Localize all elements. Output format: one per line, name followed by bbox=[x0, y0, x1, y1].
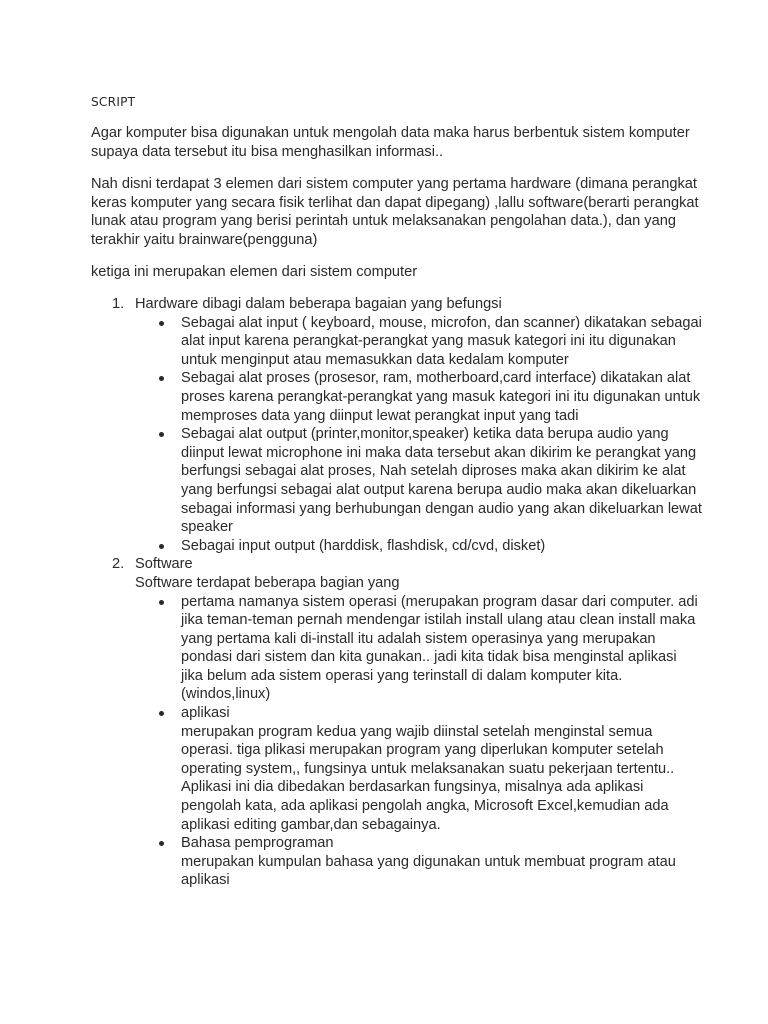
section-title: Hardware dibagi dalam beberapa bagaian yang befungsi bbox=[135, 296, 502, 312]
bullet-item bbox=[135, 425, 702, 537]
bullet-icon bbox=[159, 321, 164, 326]
text-line: aplikasi editing gambar,dan sebagainya. bbox=[181, 816, 441, 833]
text-line: sebagai informasi yang berhubungan dengan audio yang akan dikeluarkan lewat bbox=[181, 500, 702, 517]
paragraph-summary bbox=[91, 263, 691, 282]
text-line: yang berfungsi sebagai alat output karena berupa audio maka akan dikeluarkan bbox=[181, 481, 697, 498]
bullet-item bbox=[135, 369, 701, 425]
text-line: Sebagai alat proses (prosesor, ram, motherboard,card interface) dikatakan alat bbox=[181, 370, 691, 387]
text-line: Sebagai alat input ( keyboard, mouse, microfon, dan scanner) dikatakan sebagai bbox=[181, 314, 702, 331]
text-line: aplikasi bbox=[181, 872, 230, 889]
text-line: ketiga ini merupakan elemen dari sistem computer bbox=[91, 264, 418, 280]
bullet-item bbox=[135, 704, 691, 834]
page-heading: SCRIPT bbox=[91, 95, 136, 109]
text-line: (windos,linux) bbox=[181, 686, 271, 703]
bullet-list bbox=[135, 314, 702, 556]
bullet-list bbox=[135, 593, 698, 891]
list-number: 1. bbox=[112, 296, 125, 312]
text-line: alat input karena perangkat-perangkat yang masuk kategori ini itu digunakan bbox=[181, 333, 676, 350]
text-line: Agar komputer bisa digunakan untuk mengolah data maka harus berbentuk sistem komputer bbox=[91, 125, 690, 141]
text-line: jika teman-teman pernah mendengar istilah install ulang atau clean install maka bbox=[181, 612, 696, 629]
bullet-icon bbox=[159, 544, 164, 549]
numbered-list bbox=[91, 295, 702, 890]
text-line: berfungsi sebagai alat proses, Nah setelah diproses maka akan dikirim ke alat bbox=[181, 463, 686, 480]
text-line: Sebagai alat output (printer,monitor,speaker) ketika data berupa audio yang bbox=[181, 426, 669, 443]
text-line: memproses data yang diinput lewat perangkat input yang tadi bbox=[181, 407, 579, 424]
text-line: jika belum ada sistem operasi yang terinstall di dalam komputer kita. bbox=[181, 667, 623, 684]
text-line: pengolah kata, ada aplikasi pengolah angka, Microsoft Excel,kemudian ada bbox=[181, 798, 669, 815]
text-line: Sebagai input output (harddisk, flashdisk, cd/cvd, disket) bbox=[181, 537, 546, 554]
text-line: supaya data tersebut itu bisa menghasilkan informasi.. bbox=[91, 143, 444, 160]
text-line: merupakan program kedua yang wajib diinstal setelah menginstal semua bbox=[181, 723, 653, 740]
bullet-item bbox=[135, 314, 702, 370]
text-line: pertama namanya sistem operasi (merupakan program dasar dari computer. adi bbox=[181, 593, 698, 610]
section-title: Software bbox=[135, 556, 193, 573]
text-line: speaker bbox=[181, 519, 233, 536]
bullet-item bbox=[135, 593, 698, 705]
text-line: aplikasi bbox=[181, 705, 230, 722]
text-line: untuk menginput atau memasukkan data kedalam komputer bbox=[181, 351, 569, 368]
text-line: proses karena perangkat-perangkat yang masuk kategori ini itu digunakan untuk bbox=[181, 388, 701, 405]
list-number: 2. bbox=[112, 556, 125, 573]
text-line: Bahasa pemprograman bbox=[181, 835, 334, 852]
text-line: Aplikasi ini dia dibedakan berdasarkan fungsinya, misalnya ada aplikasi bbox=[181, 779, 644, 796]
text-line: keras komputer yang secara fisik terlihat dan dapat dipegang) ,lallu software(berarti perangkat bbox=[91, 194, 699, 211]
paragraph-elements bbox=[91, 175, 699, 249]
bullet-icon bbox=[159, 711, 164, 716]
paragraph-intro bbox=[91, 124, 691, 161]
bullet-item bbox=[135, 834, 691, 890]
text-line: diinput lewat microphone ini maka data tersebut akan dikirim ke perangkat yang bbox=[181, 444, 697, 461]
bullet-icon bbox=[159, 376, 164, 381]
bullet-icon bbox=[159, 432, 164, 437]
text-line: Nah disni terdapat 3 elemen dari sistem computer yang pertama hardware (dimana perangkat bbox=[91, 176, 697, 192]
text-line: lunak atau program yang berisi perintah untuk melaksanakan pengolahan data.), dan yang bbox=[91, 213, 676, 230]
list-item-hardware bbox=[91, 295, 702, 555]
text-line: yang pertama kali di-install itu adalah sistem operasinya yang merupakan bbox=[181, 630, 656, 647]
text-line: terakhir yaitu brainware(pengguna) bbox=[91, 231, 318, 248]
text-line: merupakan kumpulan bahasa yang digunakan untuk membuat program atau bbox=[181, 853, 676, 870]
list-item-software bbox=[91, 555, 698, 890]
text-line: operating system,, fungsinya untuk melaksanakan suatu pekerjaan tertentu.. bbox=[181, 760, 675, 777]
section-subtitle: Software terdapat beberapa bagian yang bbox=[135, 574, 400, 591]
bullet-icon bbox=[159, 841, 164, 846]
bullet-icon bbox=[159, 600, 164, 605]
text-line: pondasi dari sistem dan kita gunakan.. jadi kita tidak bisa menginstal aplikasi bbox=[181, 649, 677, 666]
bullet-item bbox=[135, 537, 691, 556]
text-line: operasi. tiga plikasi merupakan program yang diperlukan komputer setelah bbox=[181, 742, 664, 759]
